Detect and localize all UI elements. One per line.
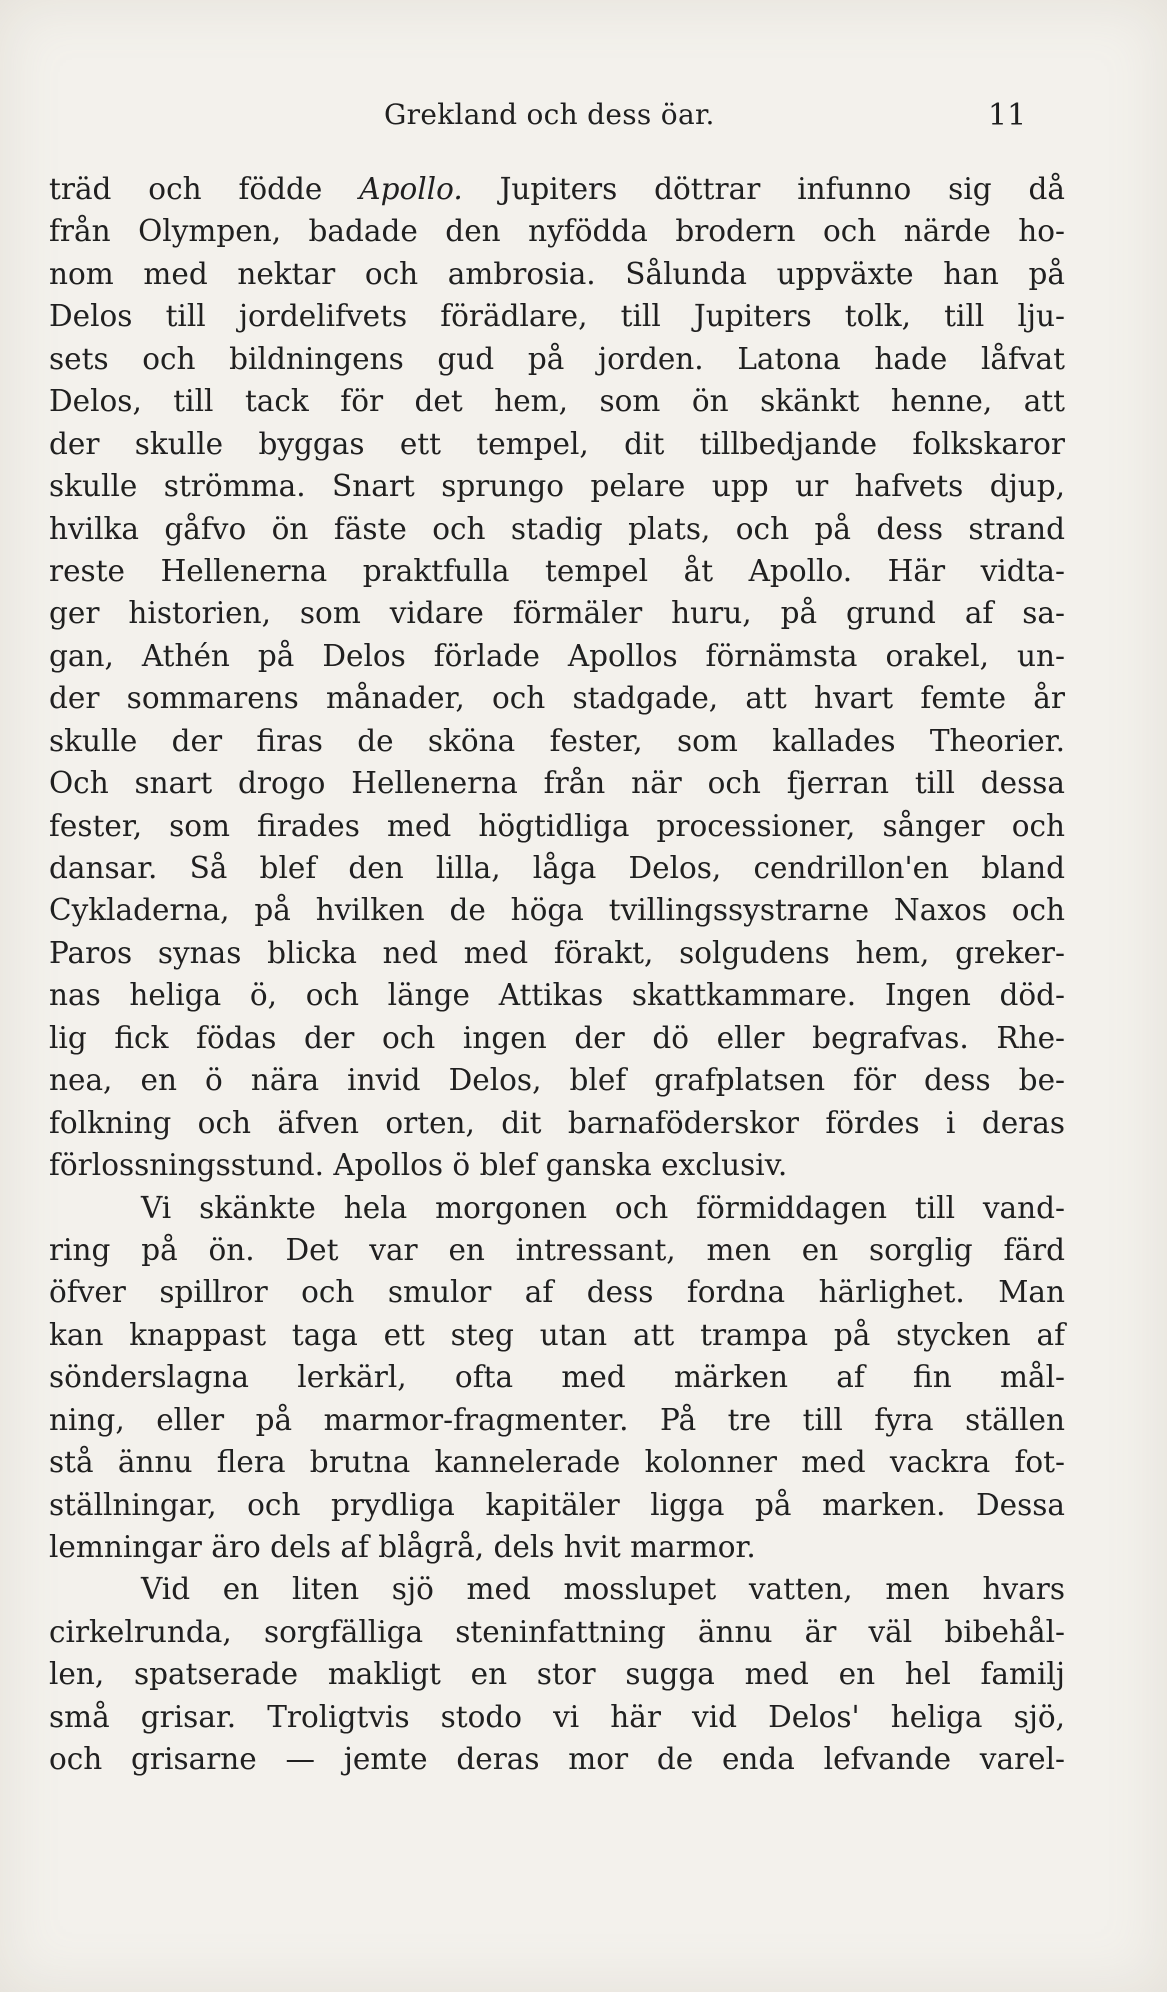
text-line: små grisar. Troligtvis stodo vi här vid Delos' heliga sjö,: [49, 1699, 1065, 1734]
text-line: nea, en ö nära invid Delos, blef grafplatsen för dess be-: [49, 1063, 1065, 1098]
text-line: sets och bildningens gud på jorden. Latona hade låfvat: [49, 341, 1065, 376]
text-line: lemningar äro dels af blågrå, dels hvit marmor.: [49, 1530, 756, 1564]
page-number: 11: [988, 98, 1027, 133]
text-line: ring på ön. Det var en intressant, men en sorglig färd: [49, 1232, 1065, 1267]
text-line: skulle strömma. Snart sprungo pelare upp ur hafvets djup,: [49, 469, 1065, 504]
text-line: reste Hellenerna praktfulla tempel åt Apollo. Här vidta-: [49, 553, 1065, 588]
text-line: kan knappast taga ett steg utan att trampa på stycken af: [49, 1317, 1065, 1352]
text-line: hvilka gåfvo ön fäste och stadig plats, och på dess strand: [49, 511, 1065, 546]
text-line: Vi skänkte hela morgonen och förmiddagen till vand-: [141, 1190, 1065, 1225]
text-line: cirkelrunda, sorgfälliga steninfattning ännu är väl bibehål-: [49, 1614, 1065, 1649]
text-line: nas heliga ö, och länge Attikas skattkammare. Ingen död-: [49, 978, 1065, 1013]
running-title: Grekland och dess öar.: [384, 98, 715, 131]
text-line: stå ännu flera brutna kannelerade kolonner med vackra fot-: [49, 1445, 1065, 1480]
text-line: Delos till jordelifvets förädlare, till Jupiters tolk, till lju-: [49, 299, 1065, 334]
text-line: folkning och äfven orten, dit barnaföderskor fördes i deras: [49, 1105, 1065, 1140]
text-line: ställningar, och prydliga kapitäler ligga på marken. Dessa: [49, 1487, 1065, 1522]
text-line: skulle der firas de sköna fester, som kallades Theorier.: [49, 723, 1065, 758]
text-line: dansar. Så blef den lilla, låga Delos, cendrillon'en bland: [49, 851, 1065, 885]
text-line: nom med nektar och ambrosia. Sålunda uppväxte han på: [49, 256, 1065, 291]
text-line: förlossningsstund. Apollos ö blef ganska exclusiv.: [49, 1148, 788, 1183]
text-line: der sommarens månader, och stadgade, att hvart femte år: [49, 681, 1065, 716]
text-line: ning, eller på marmor-fragmenter. På tre till fyra ställen: [49, 1402, 1065, 1437]
italic-name: Apollo.: [359, 172, 463, 206]
text-line: der skulle byggas ett tempel, dit tillbedjande folkskaror: [49, 426, 1065, 461]
text-line: len, spatserade makligt en stor sugga med en hel familj: [49, 1657, 1065, 1692]
text-line: öfver spillror och smulor af dess fordna härlighet. Man: [49, 1275, 1065, 1310]
text-line: Delos, till tack för det hem, som ön skänkt henne, att: [49, 384, 1065, 419]
text-line: från Olympen, badade den nyfödda brodern och närde ho-: [49, 214, 1065, 249]
body-text: [49, 168, 1065, 1781]
text-line: [49, 168, 1065, 210]
text-run: träd och födde: [49, 172, 360, 206]
text-line: lig fick födas der och ingen der dö eller begrafvas. Rhe-: [49, 1020, 1065, 1055]
text-line: Och snart drogo Hellenerna från när och fjerran till dessa: [49, 766, 1065, 801]
text-line: gan, Athén på Delos förlade Apollos förnämsta orakel, un-: [49, 638, 1065, 673]
text-line: sönderslagna lerkärl, ofta med märken af fin mål-: [49, 1360, 1065, 1395]
text-line: Paros synas blicka ned med förakt, solgudens hem, greker-: [49, 935, 1065, 970]
text-line: fester, som firades med högtidliga processioner, sånger och: [49, 808, 1065, 843]
text-line: ger historien, som vidare förmäler huru, på grund af sa-: [49, 596, 1065, 631]
text-line: och grisarne — jemte deras mor de enda lefvande varel-: [49, 1742, 1065, 1777]
text-run: Jupiters döttrar infunno sig då: [462, 172, 1065, 206]
text-line: Cykladerna, på hvilken de höga tvillingssystrarne Naxos och: [49, 893, 1065, 928]
text-line: Vid en liten sjö med mosslupet vatten, men hvars: [141, 1572, 1065, 1607]
